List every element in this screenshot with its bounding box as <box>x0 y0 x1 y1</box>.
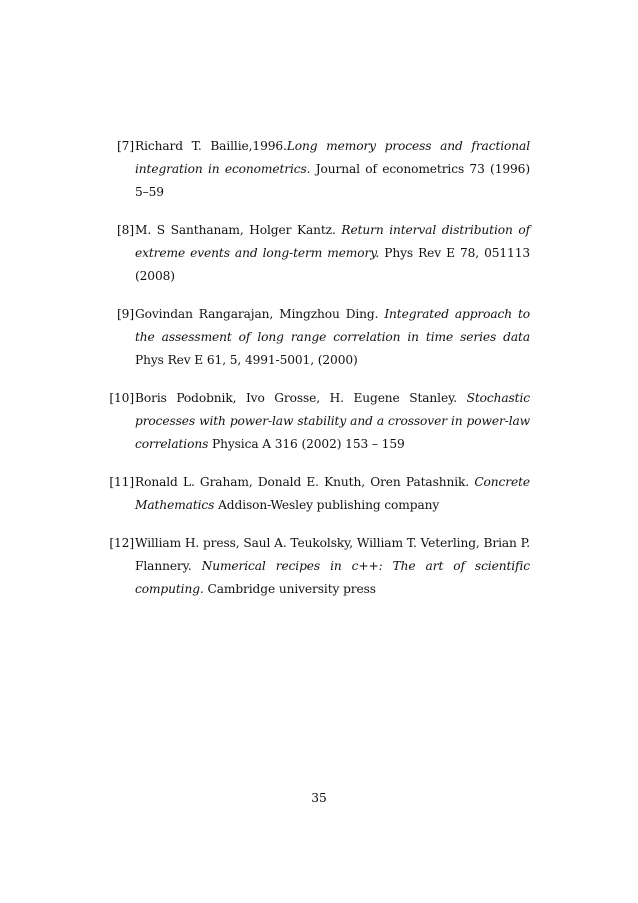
reference-authors: Richard T. Baillie,1996. <box>135 139 287 153</box>
reference-details: Cambridge university press <box>203 582 376 596</box>
reference-details: Addison-Wesley publishing company <box>214 498 440 512</box>
reference-title: Stochastic processes with power-law stability and a crossover in power-law correlations <box>135 391 530 451</box>
reference-number: [9] <box>117 307 134 321</box>
reference-title: Concrete Mathematics <box>135 475 530 512</box>
reference-number: [12] <box>109 536 134 550</box>
reference-details: Phys Rev E 78, 051113 (2008) <box>135 246 531 283</box>
reference-title: Integrated approach to the assessment of long range correlation in time series data <box>135 307 530 344</box>
reference-title: Numerical recipes in c++: The art of scientific computing. <box>135 559 530 596</box>
reference-title: Return interval distribution of extreme events and long-term memory. <box>135 223 530 260</box>
page-number: 35 <box>311 791 327 805</box>
reference-authors: William H. press, Saul A. Teukolsky, William T. Veterling, Brian P. Flannery. <box>135 536 530 573</box>
reference-title: Long memory process and fractional integration in econometrics. <box>135 139 530 176</box>
reference-item <box>110 532 530 601</box>
reference-authors: M. S Santhanam, Holger Kantz. <box>135 223 342 237</box>
reference-details: Phys Rev E 61, 5, 4991-5001, (2000) <box>135 353 358 367</box>
reference-item <box>110 303 530 372</box>
reference-number: [11] <box>109 475 134 489</box>
reference-authors: Ronald L. Graham, Donald E. Knuth, Oren Patashnik. <box>135 475 475 489</box>
reference-authors: Boris Podobnik, Ivo Grosse, H. Eugene Stanley. <box>135 391 467 405</box>
reference-details: Journal of econometrics 73 (1996) 5–59 <box>135 162 530 199</box>
reference-item <box>110 135 530 204</box>
reference-item <box>110 471 530 517</box>
reference-number: [10] <box>109 391 134 405</box>
reference-number: [8] <box>117 223 134 237</box>
reference-details: Physica A 316 (2002) 153 – 159 <box>208 437 405 451</box>
reference-number: [7] <box>117 139 134 153</box>
reference-item <box>110 219 530 288</box>
reference-authors: Govindan Rangarajan, Mingzhou Ding. <box>135 307 385 321</box>
reference-list <box>110 135 530 616</box>
reference-item <box>110 387 530 456</box>
